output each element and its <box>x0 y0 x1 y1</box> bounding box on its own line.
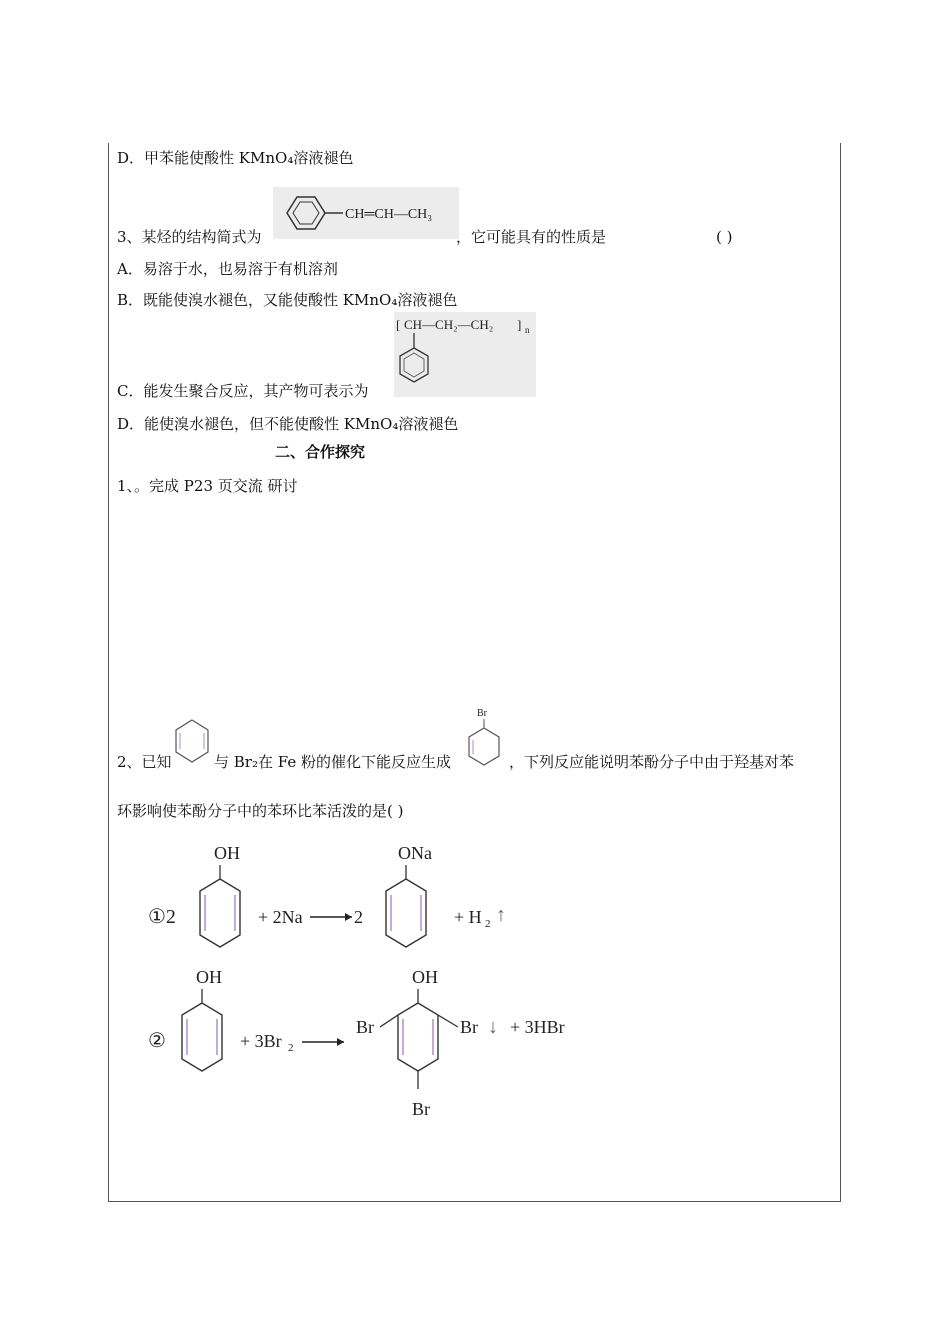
reaction-2-product-group: OH <box>412 967 438 987</box>
reaction-equations <box>140 835 600 1125</box>
reaction-1-extra: + H <box>454 907 482 927</box>
q2-suffix: ，下列反应能说明苯酚分子中由于羟基对苯 <box>509 753 795 771</box>
reaction-2-extra: + 3HBr <box>510 1017 565 1037</box>
q2-line2: 环影响使苯酚分子中的苯环比苯活泼的是( ) <box>117 802 404 820</box>
propenylbenzene-structure <box>273 187 459 239</box>
q3-option-d: D．能使溴水褪色，但不能使酸性 KMnO₄溶液褪色 <box>117 415 459 433</box>
q2-middle: 与 Br₂在 Fe 粉的催化下能反应生成 <box>214 753 451 771</box>
reaction-1-reagent: + 2Na <box>258 907 303 927</box>
reaction-1-number: ①2 <box>148 906 176 928</box>
polymer-structure <box>394 312 536 397</box>
br-label: Br <box>477 708 487 719</box>
reaction-2-reagent: + 3Br <box>240 1031 282 1051</box>
section-item-1: 1、。完成 P23 页交流 研讨 <box>117 477 298 495</box>
reaction-2-number: ② <box>148 1030 166 1052</box>
q2-prefix: 2、已知 <box>117 753 172 771</box>
q3-option-c: C．能发生聚合反应，其产物可表示为 <box>117 382 369 400</box>
q3-stem-suffix: ，它可能具有的性质是 <box>456 228 607 246</box>
q3-bracket: ( ) <box>716 228 733 246</box>
reaction-2-reactant-group: OH <box>196 967 222 987</box>
svg-text:]: ] <box>517 317 522 332</box>
reaction-2-br-right: Br <box>460 1017 478 1037</box>
polymer-label: CH—CH₂—CH₂ <box>404 317 494 332</box>
gas-arrow-icon: ↑ <box>496 904 506 926</box>
structure-label: CH═CH—CH₃ <box>345 207 433 222</box>
section-title: 二、合作探究 <box>275 443 366 461</box>
q1-option-d: D．甲苯能使酸性 KMnO₄溶液褪色 <box>117 149 354 167</box>
benzene-ring-icon <box>172 716 212 774</box>
precipitate-arrow-icon: ↓ <box>488 1016 498 1038</box>
svg-text:[: [ <box>396 317 401 332</box>
reaction-1-sub: 2 <box>485 918 491 930</box>
q3-option-a: A．易溶于水，也易溶于有机溶剂 <box>117 260 338 278</box>
bromobenzene-icon <box>464 704 504 774</box>
polymer-n: n <box>525 325 530 335</box>
reaction-2-reagent-sub: 2 <box>288 1042 294 1054</box>
reaction-2-br-bottom: Br <box>412 1099 430 1119</box>
q3-option-b: B．既能使溴水褪色，又能使酸性 KMnO₄溶液褪色 <box>117 291 458 309</box>
reaction-1-reactant-group: OH <box>214 843 240 863</box>
q3-stem-prefix: 3、某烃的结构简式为 <box>117 228 262 246</box>
reaction-2-br-left: Br <box>356 1017 374 1037</box>
reaction-1-product-group: ONa <box>398 843 432 863</box>
reaction-1-coefficient: 2 <box>354 907 363 927</box>
